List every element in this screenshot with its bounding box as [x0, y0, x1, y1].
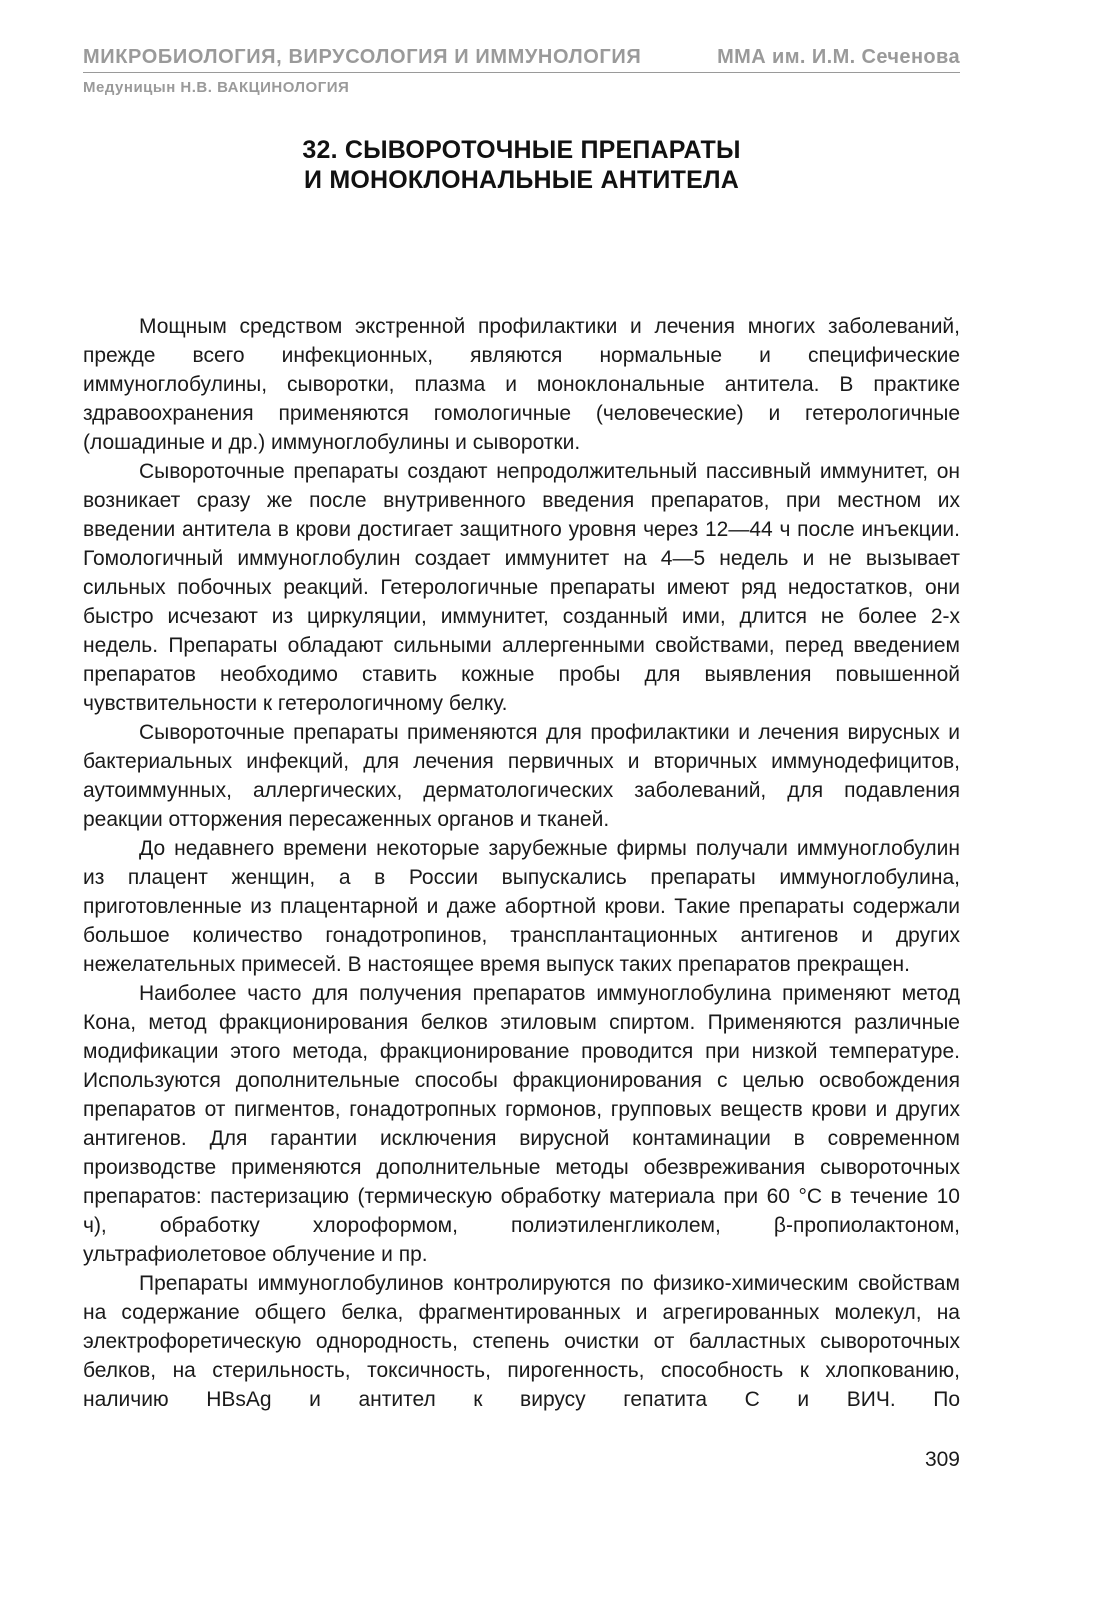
header-author-book: Медуницын Н.В. ВАКЦИНОЛОГИЯ [83, 79, 350, 96]
paragraph: Препараты иммуноглобулинов контролируются по физико-химическим свойствам на содержание общего белка, фрагментированных и агрегированных молекул, на электрофоретическую однородность, степень очистки от балластных сывороточных белков, на стерильность, токсичность, пирогенность, способность к хлопкованию, наличию HBsAg и антител к вирусу гепатита С и ВИЧ. По [83, 1272, 960, 1411]
paragraph: Мощным средством экстренной профилактики и лечения многих заболеваний, прежде всего инфекционных, являются нормальные и специфические иммуноглобулины, сыворотки, плазма и моноклональные антитела. В практике здравоохранения применяются гомологичные (человеческие) и гетерологичные (лошадиные и др.) иммуноглобулины и сыворотки. [83, 315, 960, 454]
paragraph: До недавнего времени некоторые зарубежные фирмы получали иммуноглобулин из плацент женщин, а в России выпускались препараты иммуноглобулина, приготовленные из плацентарной и даже абортной крови. Такие препараты содержали большое количество гонадотропинов, трансплантационных антигенов и других нежелательных примесей. В настоящее время выпуск таких препаратов прекращен. [83, 837, 960, 976]
page-number: 309 [924, 1448, 960, 1471]
paragraph: Наиболее часто для получения препаратов иммуноглобулина применяют метод Кона, метод фракционирования белков этиловым спиртом. Применяются различные модификации этого метода, фракционирование проводится при низкой температуре. Используются дополнительные способы фракционирования с целью освобождения препаратов от пигментов, гонадотропных гормонов, групповых веществ крови и других антигенов. Для гарантии исключения вирусной контаминации в современном производстве применяются дополнительные методы обезвреживания сывороточных препаратов: пастеризацию (термическую обработку материала при 60 °С в течение 10 ч), обработку хлороформом, полиэтиленгликолем, β-пропиолактоном, ультрафиолетовое облучение и пр. [83, 982, 960, 1266]
header-institution: ММА им. И.М. Сеченова [717, 46, 960, 68]
chapter-title-line-1: 32. СЫВОРОТОЧНЫЕ ПРЕПАРАТЫ [302, 136, 741, 164]
paragraph: Сывороточные препараты применяются для профилактики и лечения вирусных и бактериальных инфекций, для лечения первичных и вторичных иммунодефицитов, аутоиммунных, аллергических, дерматологических заболеваний, для подавления реакции отторжения пересаженных органов и тканей. [83, 721, 960, 831]
body-text [83, 312, 960, 1414]
header-journal-title: МИКРОБИОЛОГИЯ, ВИРУСОЛОГИЯ И ИММУНОЛОГИЯ [83, 46, 642, 68]
paragraph: Сывороточные препараты создают непродолжительный пассивный иммунитет, он возникает сразу же после внутривенного введения препаратов, при местном их введении антитела в крови достигает защитного уровня через 12—44 ч после инъекции. Гомологичный иммуноглобулин создает иммунитет на 4—5 недель и не вызывает сильных побочных реакций. Гетерологичные препараты имеют ряд недостатков, они быстро исчезают из циркуляции, иммунитет, созданный ими, длится не более 2-х недель. Препараты обладают сильными аллергенными свойствами, перед введением препаратов необходимо ставить кожные пробы для выявления повышенной чувствительности к гетерологичному белку. [83, 460, 960, 715]
chapter-title-line-2: И МОНОКЛОНАЛЬНЫЕ АНТИТЕЛА [304, 166, 739, 194]
running-header [83, 46, 960, 73]
chapter-title [83, 135, 960, 195]
